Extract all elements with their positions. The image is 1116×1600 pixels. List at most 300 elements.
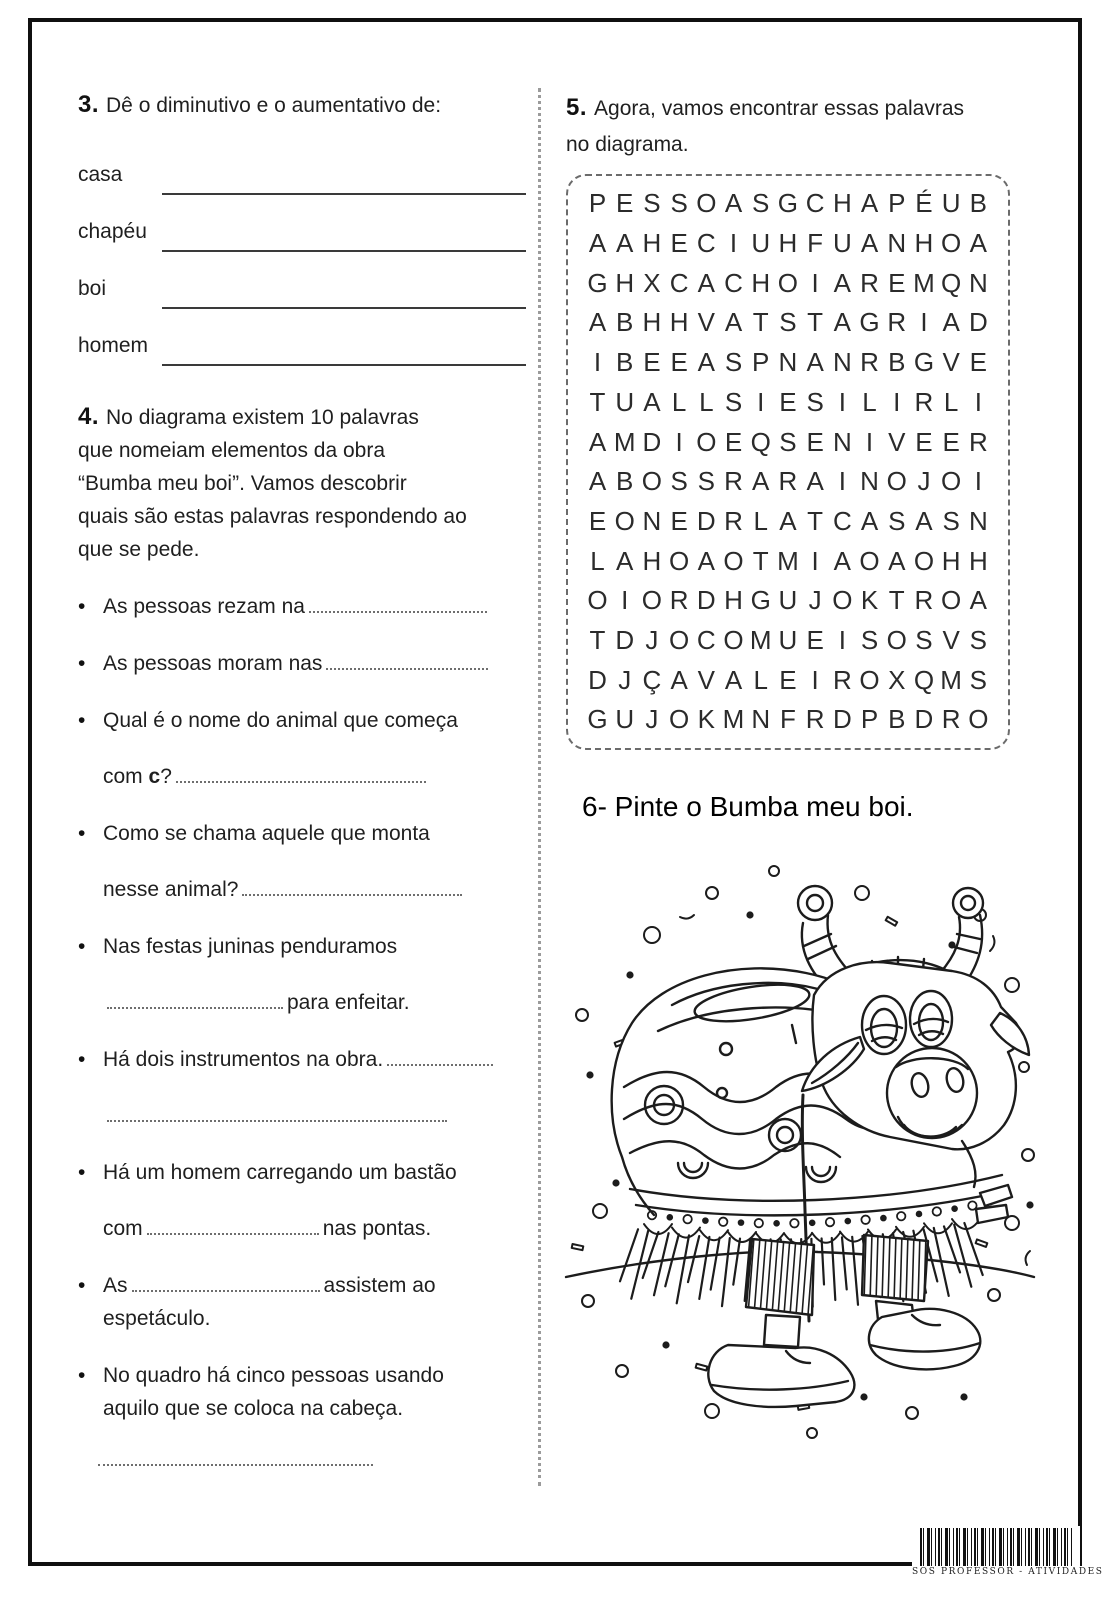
word-search-letter: I [838, 386, 846, 417]
word-search-letter: A [643, 386, 661, 417]
word-search-letter: G [750, 585, 771, 616]
word-search-letter: O [859, 545, 880, 576]
word-search-letter: E [942, 426, 960, 457]
exercise-3 [78, 88, 530, 370]
bullet-text: nesse animal? [103, 878, 239, 901]
bullet-item [78, 1156, 536, 1245]
word-search-letter: R [669, 585, 689, 616]
barcode [920, 1528, 1072, 1566]
word-search-row [578, 546, 998, 577]
word-search-letter: L [671, 386, 687, 417]
word-search-letter: D [615, 625, 635, 656]
word-search-letter: A [588, 228, 607, 259]
word-search-letter: A [697, 545, 715, 576]
word-search-letter: C [696, 625, 716, 656]
bullet-item [78, 930, 536, 1019]
word-search-letter: I [893, 386, 901, 417]
word-search-letter: E [588, 505, 607, 536]
fill-blank [107, 991, 283, 1009]
bullet-text: Como se chama aquele que monta [103, 822, 430, 845]
word-search-letter: A [697, 347, 715, 378]
prompt-line: que se pede. [78, 538, 200, 561]
word-search-letter: A [724, 188, 743, 219]
word-search-letter: J [645, 704, 659, 735]
prompt-line: “Bumba meu boi”. Vamos descobrir [78, 472, 407, 495]
final-answer-line [98, 1448, 373, 1466]
word-search-letter: I [811, 267, 819, 298]
word-search-letter: O [886, 466, 907, 497]
bullet-item [78, 590, 536, 623]
word-search-row [578, 268, 998, 299]
word-search-letter: O [859, 664, 880, 695]
word-search-letter: R [887, 307, 907, 338]
word-search-letter: O [696, 188, 717, 219]
word-search-letter: B [888, 347, 906, 378]
word-search-letter: U [778, 585, 798, 616]
word-search-letter: R [832, 664, 852, 695]
bullet-dot [78, 704, 103, 793]
word-search-letter: H [751, 267, 771, 298]
word-search-letter: N [642, 505, 662, 536]
word-search-letter: T [589, 625, 606, 656]
exercise5-heading [566, 90, 1014, 127]
word-search-letter: T [888, 585, 905, 616]
word-search-letter: H [615, 267, 635, 298]
word-search-letter: V [697, 307, 715, 338]
word-search-letter: J [645, 625, 659, 656]
exercise6-heading: 6- Pinte o Bumba meu boi. [582, 791, 914, 822]
word-search-letter: P [588, 188, 607, 219]
word-search-letter: D [588, 664, 607, 695]
bullet-item [78, 817, 536, 906]
exercise4-prompt [78, 400, 536, 566]
word-search-letter: L [590, 545, 605, 576]
word-search-letter: I [621, 585, 629, 616]
word-search-letter: X [888, 664, 906, 695]
word-search-letter: N [778, 347, 798, 378]
word-search-letter: U [941, 188, 961, 219]
word-search-letter: R [941, 704, 961, 735]
exercise-4 [78, 400, 536, 1466]
word-search-letter: I [838, 625, 846, 656]
exercise3-prompt: Dê o diminutivo e o aumentativo de: [106, 94, 442, 117]
word-search-letter: X [643, 267, 661, 298]
word-search-letter: O [968, 704, 989, 735]
question-number: 5. [566, 94, 588, 121]
word-search-letter: S [969, 625, 988, 656]
word-search-letter: A [969, 228, 988, 259]
bullet-text: As [103, 1274, 128, 1297]
word-search-letter: R [860, 347, 879, 378]
word-search-letter: S [942, 505, 960, 536]
word-search-letter: G [587, 704, 608, 735]
word-search-letter: S [779, 307, 797, 338]
prompt-text: Agora, vamos encontrar essas palavras [594, 97, 965, 120]
bullet-text: Há um homem carregando um bastão [103, 1161, 457, 1184]
word-search-letter: O [668, 545, 690, 576]
answer-line [162, 193, 526, 195]
word-search-letter: T [752, 545, 769, 576]
exercise3-heading [78, 88, 530, 122]
word-row [78, 256, 530, 313]
word-search-letter: B [969, 188, 988, 219]
word-search-row [578, 228, 998, 259]
bullet-item [78, 704, 536, 793]
word-search-letter: H [941, 545, 961, 576]
word-search-letter: C [805, 188, 825, 219]
fill-blank [242, 878, 462, 896]
word-search-letter: O [614, 505, 635, 536]
bullet-item [78, 1269, 536, 1335]
bullet-text: para enfeitar. [287, 991, 410, 1014]
fill-blank [132, 1274, 320, 1292]
bullet-text: assistem ao [323, 1274, 436, 1297]
word-search-letter: O [913, 545, 935, 576]
bullet-text: As pessoas rezam na [103, 595, 305, 618]
fill-blank [309, 595, 487, 613]
bullet-dot [78, 1359, 103, 1425]
word-search-letter: V [697, 664, 715, 695]
word-search-letter: J [917, 466, 931, 497]
word-search-letter: I [675, 426, 683, 457]
word-search-letter: S [752, 188, 770, 219]
bullet-dot [78, 590, 103, 623]
word-search-letter: E [643, 347, 661, 378]
word-search-letter: A [616, 228, 634, 259]
word-search-letter: S [670, 188, 688, 219]
word-search-letter: S [969, 664, 988, 695]
word-search-letter: A [588, 426, 607, 457]
word-search-letter: P [888, 188, 906, 219]
word-search-letter: H [832, 188, 852, 219]
question-number: 4. [78, 403, 100, 430]
prompt-text: No diagrama existem 10 palavras [106, 406, 419, 429]
word-search-row [578, 347, 998, 378]
word-search-letter: B [616, 307, 634, 338]
word-search-letter: A [752, 466, 770, 497]
bullet-item [78, 1043, 536, 1132]
answer-line [162, 250, 526, 252]
answer-line [162, 307, 526, 309]
word-search-letter: A [697, 267, 715, 298]
word-search-letter: S [643, 188, 661, 219]
word-search-letter: E [670, 347, 688, 378]
word-search-letter: D [832, 704, 852, 735]
fill-blank [107, 1104, 447, 1122]
word-row [78, 313, 530, 370]
bullet-text: No quadro há cinco pessoas usando [103, 1364, 444, 1387]
word-search-letter: A [616, 545, 634, 576]
word-search-letter: R [968, 426, 988, 457]
word-search-letter: S [915, 625, 933, 656]
bullet-text: ? [160, 765, 172, 788]
word-search-letter: M [613, 426, 636, 457]
word-search-letter: M [777, 545, 799, 576]
word-search-letter: A [915, 505, 933, 536]
bullet-dot [78, 1269, 103, 1335]
word-search-letter: M [722, 704, 745, 735]
bullet-text: aquilo que se coloca na cabeça. [103, 1397, 404, 1420]
word-search-letter: I [865, 426, 874, 457]
word-search-letter: H [914, 228, 934, 259]
bullet-text: c [148, 765, 161, 788]
word-search-letter: D [968, 307, 988, 338]
word-search-letter: O [723, 545, 744, 576]
word-search-letter: I [974, 466, 982, 497]
word-label: boi [78, 277, 107, 300]
word-search-letter: M [940, 664, 962, 695]
word-search-letter: E [806, 426, 824, 457]
bullet-text: Nas festas juninas penduramos [103, 935, 398, 958]
word-search-row [578, 387, 998, 418]
word-search-letter: I [838, 466, 846, 497]
word-search-letter: L [943, 386, 959, 417]
word-search-letter: G [777, 188, 799, 219]
word-search-letter: U [615, 704, 635, 735]
word-search-row [578, 466, 998, 497]
word-search-letter: U [615, 386, 635, 417]
word-search-letter: H [778, 228, 798, 259]
word-search-letter: O [641, 585, 663, 616]
word-search-letter: A [833, 545, 851, 576]
word-row [78, 199, 530, 256]
word-search-letter: N [887, 228, 907, 259]
word-search-letter: A [779, 505, 797, 536]
word-search-letter: S [806, 386, 824, 417]
word-search-letter: T [807, 505, 824, 536]
word-search-letter: F [807, 228, 824, 259]
word-search-letter: E [724, 426, 743, 457]
word-search-letter: S [724, 347, 743, 378]
word-search-letter: B [616, 466, 634, 497]
word-search-letter: M [913, 267, 935, 298]
word-search-letter: D [696, 585, 716, 616]
word-search-letter: A [806, 347, 824, 378]
word-search-row [578, 665, 998, 696]
word-search-letter: S [697, 466, 715, 497]
word-search-row [578, 506, 998, 537]
word-row [78, 142, 530, 199]
word-search-letter: A [860, 505, 879, 536]
word-search-letter: S [724, 386, 743, 417]
bullet-dot [78, 1043, 103, 1132]
word-search-grid [566, 174, 1010, 750]
word-search-letter: O [832, 585, 853, 616]
fill-blank [326, 652, 488, 670]
word-search-letter: I [811, 664, 819, 695]
word-search-letter: H [642, 307, 662, 338]
word-search-letter: A [833, 267, 851, 298]
column-divider [538, 88, 541, 1486]
publisher-barcode [912, 1526, 1104, 1577]
word-search-letter: V [888, 426, 906, 457]
word-search-letter: A [588, 466, 607, 497]
bullet-dot [78, 817, 103, 906]
word-search-letter: H [669, 307, 689, 338]
word-search-letter: C [724, 267, 743, 298]
word-search-letter: U [832, 228, 852, 259]
word-search-letter: E [888, 267, 906, 298]
word-search-letter: N [968, 505, 988, 536]
word-search-letter: E [616, 188, 634, 219]
word-search-letter: R [778, 466, 798, 497]
word-search-letter: L [753, 664, 768, 695]
word-search-letter: L [699, 386, 714, 417]
word-search-letter: T [589, 386, 606, 417]
word-label: casa [78, 163, 123, 186]
prompt-line: quais são estas palavras respondendo ao [78, 505, 467, 528]
word-search-letter: E [969, 347, 988, 378]
bullet-text: com [103, 1217, 143, 1240]
word-search-letter: I [757, 386, 765, 417]
fill-blank [176, 765, 426, 783]
word-search-letter: E [779, 664, 797, 695]
word-search-letter: O [668, 625, 690, 656]
bullet-dot [78, 1156, 103, 1245]
exercise4-bullets [78, 590, 536, 1425]
word-search-letter: U [778, 625, 798, 656]
word-search-letter: É [915, 188, 933, 219]
word-search-letter: A [942, 307, 960, 338]
word-search-letter: O [941, 585, 962, 616]
word-search-letter: A [888, 545, 906, 576]
bullet-item [78, 1359, 536, 1425]
fill-blank [387, 1048, 493, 1066]
word-search-letter: J [618, 664, 632, 695]
word-search-row [578, 307, 998, 338]
word-search-letter: N [968, 267, 988, 298]
word-search-letter: I [920, 307, 928, 338]
word-search-letter: B [616, 347, 634, 378]
word-search-letter: Ç [642, 664, 662, 695]
word-search-letter: O [696, 426, 717, 457]
word-search-letter: D [914, 704, 934, 735]
word-search-letter: S [888, 505, 906, 536]
word-search-letter: N [832, 426, 852, 457]
word-search-letter: E [670, 228, 688, 259]
word-search-letter: H [968, 545, 988, 576]
bullet-text: Há dois instrumentos na obra. [103, 1048, 384, 1071]
barcode-label: SOS PROFESSOR - ATIVIDADES [912, 1567, 1104, 1577]
prompt-line [78, 400, 536, 434]
word-label: chapéu [78, 220, 147, 243]
word-search-letter: E [779, 386, 797, 417]
word-search-letter: A [724, 664, 743, 695]
word-search-letter: Q [941, 267, 962, 298]
word-search-letter: C [696, 228, 716, 259]
word-search-row [578, 427, 998, 458]
bullet-text: com [103, 765, 149, 788]
word-search-letter: T [807, 307, 824, 338]
word-search-letter: E [670, 505, 688, 536]
word-search-letter: U [751, 228, 771, 259]
word-label: homem [78, 334, 149, 357]
word-search-letter: S [860, 625, 879, 656]
word-search-letter: T [752, 307, 769, 338]
word-search-letter: P [752, 347, 770, 378]
word-search-letter: A [724, 307, 743, 338]
word-search-row [578, 585, 998, 616]
word-search-letter: Q [750, 426, 771, 457]
word-search-letter: A [670, 664, 688, 695]
word-search-letter: D [696, 505, 716, 536]
word-search-letter: A [806, 466, 824, 497]
word-search-letter: F [779, 704, 796, 735]
word-search-letter: C [669, 267, 689, 298]
word-search-letter: O [886, 625, 907, 656]
word-search-letter: E [806, 625, 824, 656]
word-search-letter: A [860, 188, 879, 219]
word-search-letter: A [860, 228, 879, 259]
word-search-letter: G [913, 347, 935, 378]
bullet-dot [78, 930, 103, 1019]
word-search-letter: R [860, 267, 879, 298]
word-search-letter: A [588, 307, 607, 338]
word-search-letter: O [641, 466, 663, 497]
word-search-row [578, 188, 998, 219]
word-search-letter: G [587, 267, 608, 298]
prompt-line: que nomeiam elementos da obra [78, 439, 386, 462]
word-search-letter: I [729, 228, 738, 259]
bullet-text: Qual é o nome do animal que começa [103, 709, 458, 732]
word-search-letter: V [942, 347, 960, 378]
word-search-letter: L [862, 386, 877, 417]
word-search-letter: K [697, 704, 715, 735]
word-search-letter: O [777, 267, 799, 298]
word-search-letter: A [833, 307, 851, 338]
word-search-letter: S [779, 426, 797, 457]
word-search-letter: O [668, 704, 690, 735]
word-search-letter: O [587, 585, 608, 616]
word-search-letter: C [832, 505, 852, 536]
word-search-letter: R [914, 386, 934, 417]
bullet-text: As pessoas moram nas [103, 652, 323, 675]
word-search-letter: O [723, 625, 744, 656]
word-search-letter: S [670, 466, 688, 497]
word-search-row [578, 704, 998, 735]
word-search-letter: I [811, 545, 819, 576]
answer-line [162, 364, 526, 366]
word-search-letter: G [859, 307, 880, 338]
word-search-letter: I [974, 386, 982, 417]
word-search-letter: V [942, 625, 960, 656]
word-search-letter: O [941, 466, 962, 497]
exercise3-items [78, 142, 530, 370]
word-search-letter: D [642, 426, 662, 457]
word-search-letter: R [805, 704, 825, 735]
word-search-letter: P [860, 704, 879, 735]
word-search-letter: R [914, 585, 934, 616]
word-search-letter: E [915, 426, 933, 457]
word-search-letter: A [969, 585, 988, 616]
fill-blank [147, 1217, 319, 1235]
word-search-letter: K [860, 585, 879, 616]
question-number: 3. [78, 91, 100, 118]
exercise5-heading-line2: no diagrama. [566, 133, 689, 156]
word-search-letter: O [941, 228, 962, 259]
word-search-row [578, 625, 998, 656]
word-search-letter: L [753, 505, 768, 536]
word-search-letter: H [642, 545, 662, 576]
word-search-letter: N [751, 704, 771, 735]
word-search-letter: R [724, 505, 743, 536]
bullet-text: espetáculo. [103, 1307, 211, 1330]
bullet-text: nas pontas. [322, 1217, 432, 1240]
word-search-letter: H [724, 585, 743, 616]
word-search-letter: I [593, 347, 602, 378]
bullet-dot [78, 647, 103, 680]
word-search-letter: Q [913, 664, 935, 695]
